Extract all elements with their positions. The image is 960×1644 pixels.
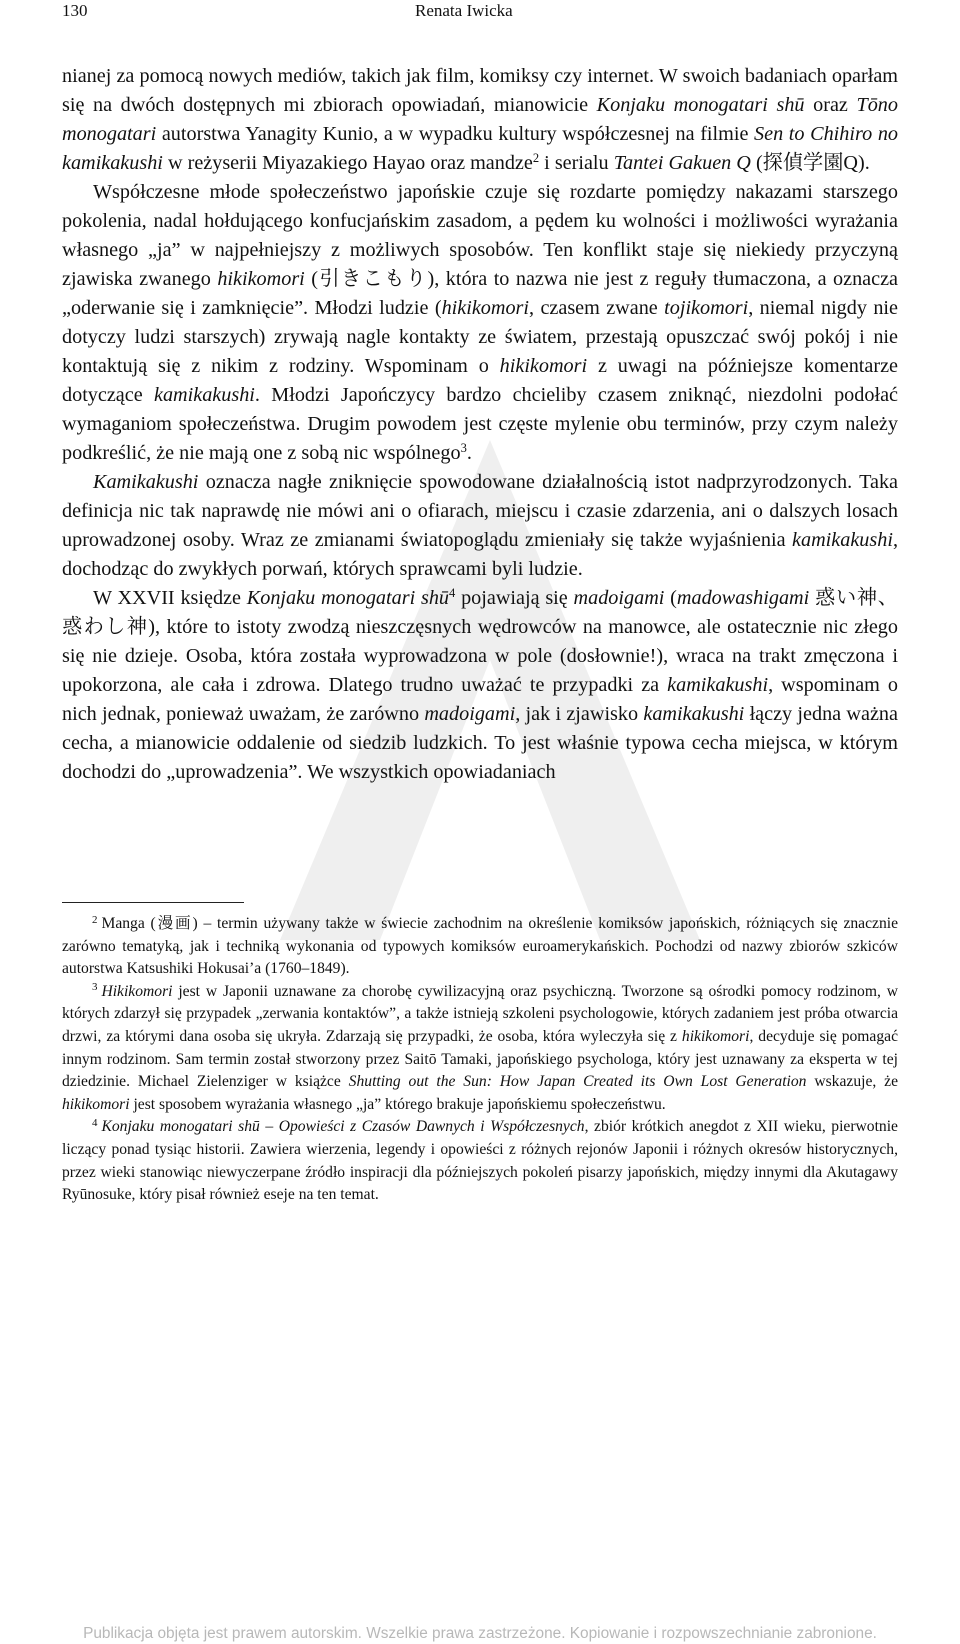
italic-term: madoigami — [424, 703, 516, 725]
italic-term: Konjaku monogatari shū — [596, 94, 805, 116]
text-run: Manga (漫画) – termin używany także w świecie zachodnim na określenie komiksów japońskich, różniących się znacznie zarówno tematyką, jak i techniką wykonania od typowych komiksów euroamerykańskich. Pochodzi od nazwy zbiorów szkiców autorstwa Katsushiki Hokusai’a (1760–1849). — [62, 915, 898, 978]
text-run: nianej za pomocą nowych mediów, takich jak film, komiksy czy internet. W swoich badaniach oparłam się na dwóch dostępnych mi zbiorach opowiadań, mianowicie — [62, 65, 898, 116]
page-number: 130 — [62, 1, 88, 20]
italic-term: kamikakushi — [667, 674, 769, 696]
italic-term: Konjaku monogatari shū — [246, 587, 450, 609]
text-run: , czasem zwane — [529, 297, 665, 319]
italic-book-title: Konjaku monogatari shū – Opowieści z Czasów Dawnych i Współczesnych — [101, 1118, 585, 1136]
italic-term: hikikomori — [62, 1095, 130, 1113]
footnote-2 — [62, 913, 898, 981]
main-text — [62, 62, 898, 787]
text-run: , decyduje się pomagać innym rodzinom. Sam termin został stworzony przez Saitō Tamaki, japońskiego psychologa, który jest uznawany za eksperta w tej dziedzinie. Michael Zielenziger w książce — [62, 1027, 898, 1091]
text-run: Współczesne młode społeczeństwo japońskie czuje się rozdarte pomiędzy nakazami starszego pokolenia, nadal hołdującego konfucjańskim zasadom, a pędem ku wolności i możliwości wyrażania własnego „ja” w najpełniejszy z możliwych sposobów. Ten konflikt staje się niekiedy przyczyną zjawiska zwanego — [62, 181, 898, 290]
paragraph-1 — [62, 62, 898, 178]
italic-term: kamikakushi — [643, 703, 745, 725]
text-run: jest sposobem wyrażania własnego „ja” którego brakuje japońskiemu społeczeństwu. — [129, 1095, 666, 1113]
italic-term: kamikakushi — [792, 529, 893, 551]
text-run: , wspominam o nich jednak, ponieważ uważam, że zarówno — [62, 674, 898, 725]
text-run: 惑い神、惑わし神), które to istoty zwodzą nieszczęsnych wędrowców na manowce, ale ostatecznie nic złego się nie dzieje. Osoba, która została wyprowadzona w pole (dosłownie!), wraca na trakt zmęczona i upokorzona, ale cała i zdrowa. Dlatego trudno uważać te przypadki za — [62, 587, 898, 696]
italic-term: kamikakushi — [154, 384, 255, 406]
italic-term: hikikomori — [217, 268, 305, 290]
paragraph-3 — [62, 468, 898, 584]
text-run: z uwagi na późniejsze komentarze dotyczące — [62, 355, 899, 406]
italic-term: madoigami — [573, 587, 665, 609]
text-run: , dochodząc do zwykłych porwań, których sprawcami byli ludzie. — [62, 529, 898, 580]
italic-term: tojikomori — [664, 297, 749, 319]
footnote-4 — [62, 1116, 898, 1206]
footnote-ref: 3 — [460, 441, 467, 456]
footnote-number: 4 — [92, 1116, 98, 1129]
running-head-author: Renata Iwicka — [415, 1, 513, 20]
footnote-3 — [62, 981, 898, 1117]
paragraph-2 — [62, 178, 898, 468]
paragraph-4 — [62, 584, 898, 787]
footnote-number: 2 — [92, 913, 98, 926]
text-run: , niemal nigdy nie dotyczy ludzi starszych) zrywają nagle kontakty ze światem, przestają opuszczać swój pokój i nie kontaktują się z nikim z rodziny. Wspominam o — [62, 297, 898, 377]
text-run: (探偵学園Q). — [750, 152, 870, 174]
text-run: oraz — [804, 94, 857, 116]
text-run: , jak i zjawisko — [515, 703, 644, 725]
italic-term: Hikikomori — [101, 982, 173, 1000]
italic-term: Sen to Chihiro no kamikakushi — [62, 123, 899, 174]
text-run: . Młodzi Japończycy bardzo chcieliby czasem zniknąć, niezdolni podołać wymaganiom społeczeństwa. Drugim powodem jest częste mylenie obu terminów, przy czym należy podkreślić, że nie mają one z sobą nic wspólnego — [62, 384, 898, 464]
copyright-notice: Publikacja objęta jest prawem autorskim. Wszelkie prawa zastrzeżone. Kopiowanie i rozpowszechnianie zabronione. — [83, 1625, 877, 1642]
text-run: wskazuje, że — [806, 1073, 898, 1091]
italic-term: hikikomori — [681, 1027, 750, 1045]
text-run: . — [466, 442, 472, 464]
italic-term: hikikomori — [441, 297, 530, 319]
page-header — [62, 0, 898, 22]
text-run: ( — [664, 587, 677, 609]
text-run: autorstwa Yanagity Kunio, a w wypadku kultury współczesnej na filmie — [156, 123, 755, 145]
italic-term: Kamikakushi — [93, 471, 199, 493]
text-run: (引きこもり), która to nazwa nie jest z reguły tłumaczona, a oznacza „oderwanie się i zamknięcie”. Młodzi ludzie ( — [62, 268, 898, 319]
text-run: pojawiają się — [455, 587, 574, 609]
text-run: i serialu — [539, 152, 614, 174]
footnotes — [62, 913, 898, 1207]
text-run: W XXVII księdze — [93, 587, 247, 609]
text-run: łączy jedna ważna cecha, a mianowicie oddalenie od siedzib ludzkich. To jest właśnie typowa cecha miejsca, w którym dochodzi do „uprowadzenia”. We wszystkich opowiadaniach — [62, 703, 898, 783]
text-run: , zbiór krótkich anegdot z XII wieku, pierwotnie liczący ponad tysiąc historii. Zawiera wierzenia, legendy i opowieści z różnych rejonów Japonii i różnych okresów historycznych, przez wieki stanowiąc niewyczerpane źródło inspiracji dla późniejszych pokoleń pisarzy japońskich, między innymi dla Akutagawy Ryūnosuke, który pisał również eseje na ten temat. — [62, 1118, 898, 1204]
italic-term: hikikomori — [499, 355, 588, 377]
footnote-ref: 4 — [449, 586, 456, 601]
text-run: w reżyserii Miyazakiego Hayao oraz mandze — [162, 152, 533, 174]
italic-term: madowashigami — [676, 587, 810, 609]
italic-book-title: Shutting out the Sun: How Japan Created its Own Lost Generation — [348, 1073, 807, 1091]
footnote-ref: 2 — [532, 151, 540, 166]
text-run: oznacza nagłe zniknięcie spowodowane działalnością istot nadprzyrodzonych. Taka definicja nic tak naprawdę nie mówi ani o ofiarach, miejscu i czasie zdarzenia, ani o dalszych losach uprowadzonej osoby. Wraz ze zmianami światopoglądu zmieniały się także wyjaśnienia — [62, 471, 898, 551]
italic-term: Tantei Gakuen Q — [613, 152, 751, 174]
footnote-divider — [62, 902, 244, 903]
italic-term: Tōno monogatari — [62, 94, 898, 145]
footnote-number: 3 — [92, 981, 98, 994]
text-run: jest w Japonii uznawane za chorobę cywilizacyjną oraz psychiczną. Tworzone są ośrodki pomocy rodzinom, w których zdarzył się przypadek „zerwania kontaktów”, a także istnieją szkoleni psychologowie, których zadaniem jest próba otwarcia drzwi, za którymi dana osoba się ukryła. Zdarzają się przypadki, że osoba, która wyleczyła się z — [62, 982, 898, 1045]
